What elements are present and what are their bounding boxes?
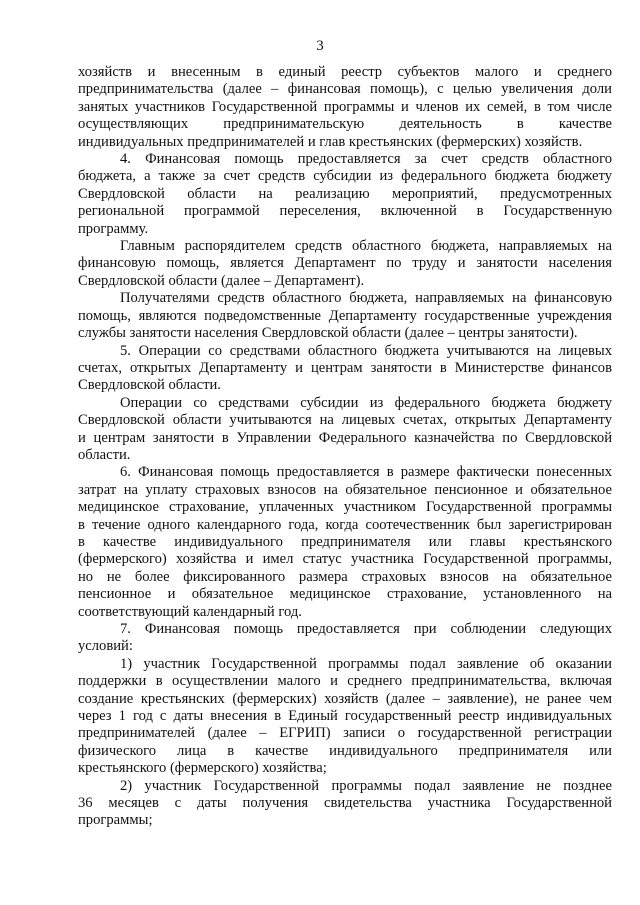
text-line: Операции со средствами субсидии из федерального бюджета бюджету [120, 394, 612, 411]
paragraph [78, 64, 612, 151]
text-line: медицинское страхование, уплаченных участником Государственной программы [78, 499, 612, 516]
text-line: финансовую помощь, является Департамент по труду и занятости населения [78, 255, 612, 272]
page-number: 3 [316, 38, 324, 54]
text-line: Свердловской области. [78, 377, 221, 394]
text-line: Получателями средств областного бюджета, направляемых на финансовую [120, 290, 612, 307]
text-line: Главным распорядителем средств областного бюджета, направляемых на [120, 238, 612, 255]
text-line: осуществляющих предпринимательскую деятельность в качестве [78, 116, 612, 133]
text-line: 6. Финансовая помощь предоставляется в размере фактически понесенных [120, 464, 612, 481]
paragraph [78, 238, 612, 290]
text-line: Свердловской области учитываются на лицевых счетах, открытых Департаменту [78, 412, 612, 429]
text-line: но не более фиксированного размера страховых взносов на обязательное [78, 568, 612, 585]
text-line: региональной программой переселения, включенной в Государственную [78, 203, 612, 220]
text-line: через 1 год с даты внесения в Единый государственный реестр индивидуальных [78, 708, 612, 725]
paragraph [78, 656, 612, 778]
text-line: в течение одного календарного года, когда соотечественник был зарегистрирован [78, 516, 612, 533]
text-line: счетах, открытых Департаменту и центрам занятости в Министерстве финансов [78, 359, 612, 376]
text-line: в качестве индивидуального предпринимателя или главы крестьянского [78, 533, 612, 550]
paragraph [78, 290, 612, 342]
text-line: 1) участник Государственной программы подал заявление об оказании [120, 655, 612, 672]
text-line: пенсионное и обязательное медицинское страхование, установленного на [78, 586, 612, 603]
text-line: условий: [78, 638, 133, 655]
text-line: физического лица в качестве индивидуального предпринимателя или [78, 742, 612, 759]
text-line: предпринимательства (далее – финансовая помощь), с целью увеличения доли [78, 81, 612, 98]
text-line: Свердловской области (далее – Департамент). [78, 272, 365, 289]
text-line: бюджета, а также за счет средств субсидии из федерального бюджета бюджету [78, 168, 612, 185]
text-line: хозяйств и внесенным в единый реестр субъектов малого и среднего [78, 64, 612, 80]
text-line: 2) участник Государственной программы подал заявление не позднее [120, 777, 612, 794]
paragraph [78, 343, 612, 395]
text-line: соответствующий календарный год. [78, 603, 302, 620]
text-line: затрат на уплату страховых взносов на обязательное пенсионное и обязательное [78, 481, 612, 498]
text-line: занятых участников Государственной программы и членов их семей, в том числе [78, 98, 612, 115]
paragraph [78, 621, 612, 656]
text-line: индивидуальных предпринимателей и глав крестьянских (фермерских) хозяйств. [78, 133, 583, 150]
text-line: 5. Операции со средствами областного бюджета учитываются на лицевых [120, 342, 612, 359]
text-line: поддержки в осуществлении малого и среднего предпринимательства, включая [78, 673, 612, 690]
text-line: помощь, являются подведомственные Департаменту государственные учреждения [78, 307, 612, 324]
document-body [78, 64, 612, 830]
text-line: программы; [78, 812, 153, 829]
text-line: создание крестьянских (фермерских) хозяйств (далее – заявление), не ранее чем [78, 690, 612, 707]
paragraph [78, 778, 612, 830]
text-line: 7. Финансовая помощь предоставляется при соблюдении следующих [120, 621, 612, 637]
text-line: (фермерского) хозяйства и имел статус участника Государственной программы, [78, 551, 612, 568]
paragraph [78, 395, 612, 465]
paragraph [78, 464, 612, 621]
text-line: 36 месяцев с даты получения свидетельства участника Государственной [78, 795, 612, 812]
text-line: 4. Финансовая помощь предоставляется за счет средств областного [120, 151, 612, 168]
text-line: службы занятости населения Свердловской области (далее – центры занятости). [78, 325, 578, 342]
text-line: Свердловской области на реализацию мероприятий, предусмотренных [78, 185, 612, 202]
text-line: предпринимателей (далее – ЕГРИП) записи о государственной регистрации [78, 725, 612, 742]
text-line: программу. [78, 220, 149, 237]
text-line: области. [78, 446, 131, 463]
text-line: крестьянского (фермерского) хозяйства; [78, 760, 327, 777]
paragraph [78, 151, 612, 238]
text-line: и центрам занятости в Управлении Федерального казначейства по Свердловской [78, 429, 612, 446]
